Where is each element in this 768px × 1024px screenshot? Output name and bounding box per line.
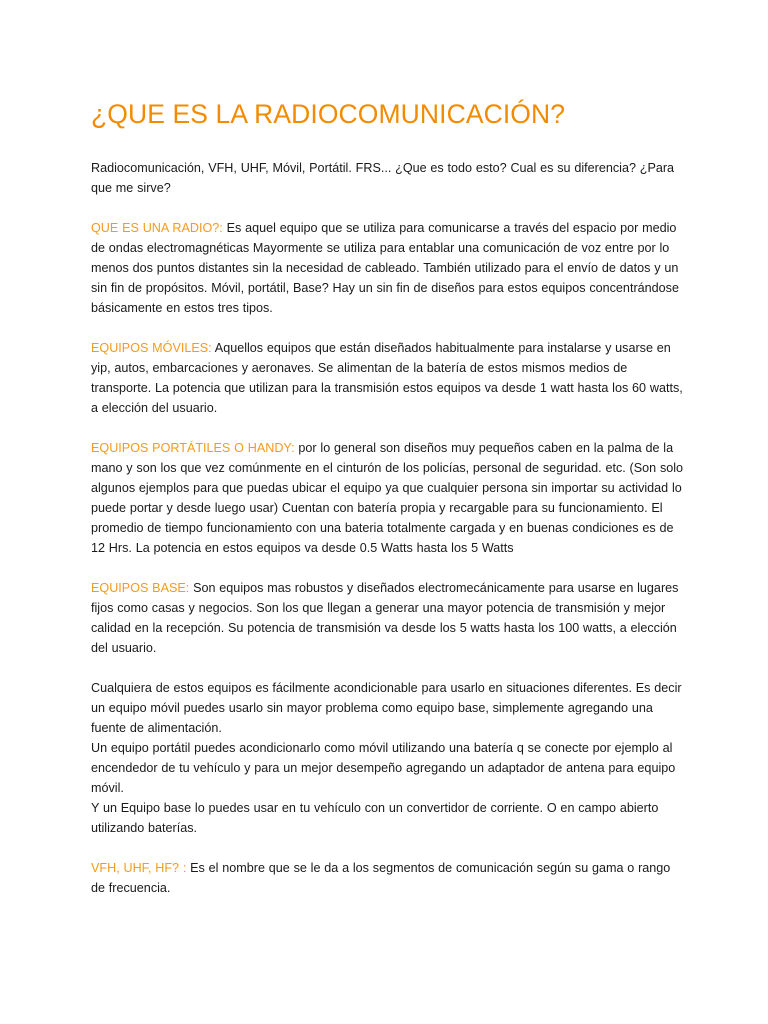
closing-paragraph-2: Un equipo portátil puedes acondicionarlo como móvil utilizando una batería q se conecte por ejemplo al encendedor de tu vehículo y para un mejor desempeño agregando un adaptador de antena para equipo móvil.	[91, 741, 676, 795]
section-frequency-text: Es el nombre que se le da a los segmentos de comunicación según su gama o rango de frecuencia.	[91, 861, 671, 895]
section-radio-term: QUE ES UNA RADIO?:	[91, 221, 223, 235]
intro-paragraph: Radiocomunicación, VFH, UHF, Móvil, Portátil. FRS... ¿Que es todo esto? Cual es su diferencia? ¿Para que me sirve?	[91, 161, 675, 195]
section-radio-text: Es aquel equipo que se utiliza para comunicarse a través del espacio por medio de ondas electromagnéticas Mayormente se utiliza para entablar una comunicación de voz entre por lo menos dos puntos distantes sin la necesidad de cableado. También utilizado para el envío de datos y un sin fin de propósitos. Móvil, portátil, Base? Hay un sin fin de diseños para estos equipos concentrándose básicamente en estos tres tipos.	[91, 221, 679, 315]
section-portatiles-text: por lo general son diseños muy pequeños caben en la palma de la mano y son los que vez comúnmente en el cinturón de los policías, personal de seguridad. etc. (Son solo algunos ejemplos para que puedas ubicar el equipo ya que cualquier persona sin importar su actividad lo puede portar y desde luego usar) Cuentan con batería propia y recargable para su funcionamiento. El promedio de tiempo funcionamiento con una bateria totalmente cargada y en buenas condiciones es de 12 Hrs. La potencia en estos equipos va desde 0.5 Watts hasta los 5 Watts	[91, 441, 684, 555]
section-base-term: EQUIPOS BASE:	[91, 581, 190, 595]
section-portatiles	[91, 438, 688, 558]
section-frequency	[91, 858, 688, 898]
closing-paragraph-1: Cualquiera de estos equipos es fácilmente acondicionable para usarlo en situaciones diferentes. Es decir un equipo móvil puedes usarlo sin mayor problema como equipo base, simplemente agregando una fuente de alimentación.	[91, 681, 682, 735]
section-radio	[91, 218, 688, 318]
section-frequency-term: VFH, UHF, HF? :	[91, 861, 187, 875]
closing-paragraph-3: Y un Equipo base lo puedes usar en tu vehículo con un convertidor de corriente. O en campo abierto utilizando baterías.	[91, 801, 659, 835]
section-moviles-text: Aquellos equipos que están diseñados habitualmente para instalarse y usarse en yip, autos, embarcaciones y aeronaves. Se alimentan de la batería de estos mismos medios de transporte. La potencia que utilizan para la transmisión estos equipos va desde 1 watt hasta los 60 watts, a elección del usuario.	[91, 341, 683, 415]
document-title: ¿QUE ES LA RADIOCOMUNICACIÓN?	[91, 99, 566, 129]
section-portatiles-term: EQUIPOS PORTÁTILES O HANDY:	[91, 441, 295, 455]
section-base-text: Son equipos mas robustos y diseñados electromecánicamente para usarse en lugares fijos como casas y negocios. Son los que llegan a generar una mayor potencia de transmisión y mejor calidad en la recepción. Su potencia de transmisión va desde los 5 watts hasta los 100 watts, a elección del usuario.	[91, 581, 679, 655]
section-base	[91, 578, 688, 658]
section-moviles-term: EQUIPOS MÓVILES:	[91, 341, 212, 355]
section-moviles	[91, 338, 688, 418]
